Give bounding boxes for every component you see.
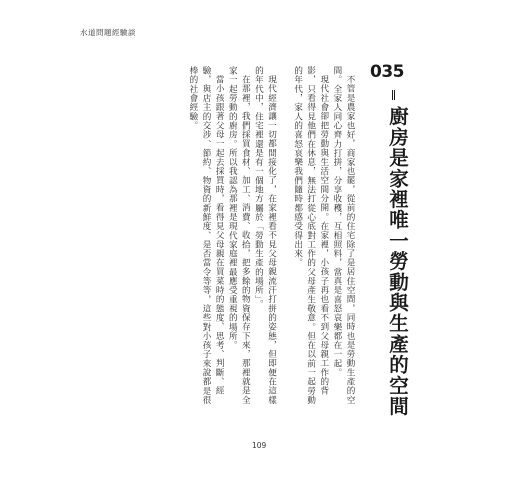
body-text bbox=[122, 66, 356, 406]
chapter-number: 035 bbox=[370, 62, 404, 82]
chapter-title: 廚房是家裡唯一勞動與生產的空間 bbox=[386, 106, 409, 417]
paragraph: 不管是農家也好，商家也罷，從前的住宅除了是居住空間，同時也是勞動生產的空間。全家人同心齊力打拼，分享收穫，互相照料，當真是喜怒哀樂都在一起。 bbox=[331, 66, 355, 404]
page-number: 109 bbox=[252, 441, 267, 450]
running-header: 水道問題經驗談 bbox=[80, 28, 136, 37]
chapter-divider bbox=[392, 90, 395, 100]
paragraph: 現代社會卻把勞動與生活空間分開。在家裡，小孩子再也看不到父母親工作的背影，只看得見他們在休息，無法打從心底對工作的父母產生敬意。但在以前一起勞動的年代，家人的喜怒哀樂我們隨時都感受得出來。 bbox=[292, 66, 329, 405]
chapter-heading bbox=[370, 62, 418, 417]
paragraph: 在那裡，我們採買食材、加工、消費、收拾，把多餘的物資保存下來，那裡就是全家一起勞動的廚房。所以我認為那裡是現代家庭裡最應受重視的場所。 bbox=[227, 66, 251, 404]
paragraph: 現代經濟讓一切都間接化了，在家裡看不見父母親流汗打拼的姿態，但即便在這樣的年代中，住宅裡還是有一個地方屬於「勞動生產的場所」。 bbox=[253, 66, 277, 404]
paragraph: 當小孩跟著父母一起去採買時，看得見父母親在買菜時的態度、思考、判斷、經驗，與店主的交涉、節約、物資的新鮮度、是否當令等等，這些對小孩子來說都是很棒的社會經驗。 bbox=[187, 66, 225, 405]
